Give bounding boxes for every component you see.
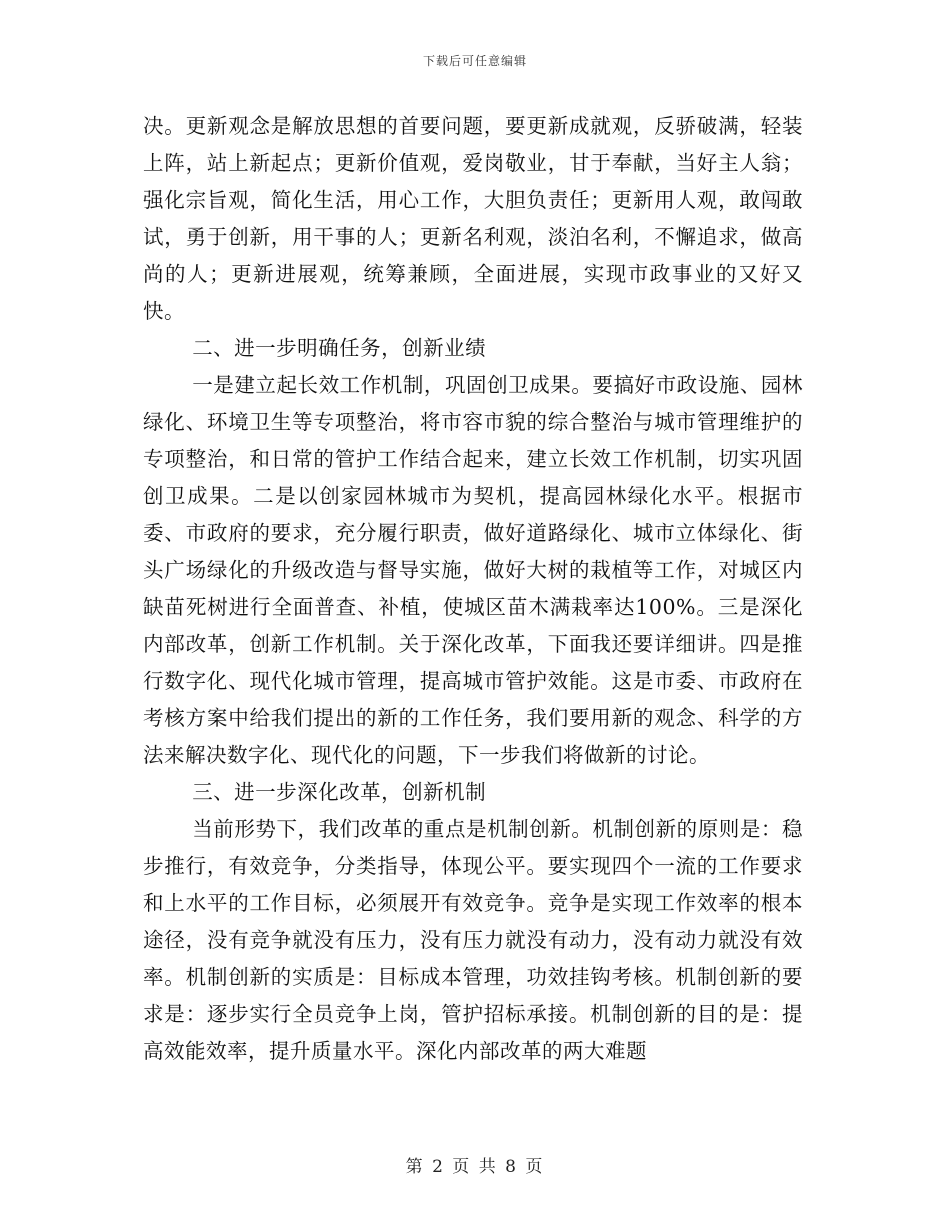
page-number-footer: 第 2 页 共 8 页 — [405, 1157, 545, 1177]
paragraph-tasks: 一是建立起长效工作机制，巩固创卫成果。要搞好市政设施、园林绿化、环境卫生等专项整治，将市容市貌的综合整治与城市管理维护的专项整治，和日常的管护工作结合起来，建立长效工作机制，切实巩固创卫成果。二是以创家园林城市为契机，提高园林绿化水平。根据市委、市政府的要求，充分履行职责，做好道路绿化、城市立体绿化、街头广场绿化的升级改造与督导实施，做好大树的栽植等工作，对城区内缺苗死树进行全面普查、补植，使城区苗木满栽率达100%。三是深化内部改革，创新工作机制。关于深化改革，下面我还要详细讲。四是推行数字化、现代化城市管理，提高城市管护效能。这是市委、市政府在考核方案中给我们提出的新的工作任务，我们要用新的观念、科学的方法来解决数字化、现代化的问题，下一步我们将做新的讨论。 — [143, 373, 803, 767]
section-heading-3: 三、进一步深化改革，创新机制 — [192, 780, 487, 804]
document-body — [143, 108, 803, 1070]
paragraph-continuation: 决。更新观念是解放思想的首要问题，要更新成就观，反骄破满，轻装上阵，站上新起点；更新价值观，爱岗敬业，甘于奉献，当好主人翁；强化宗旨观，简化生活，用心工作，大胆负责任；更新用人观，敢闯敢试，勇于创新，用干事的人；更新名利观，淡泊名利，不懈追求，做高尚的人；更新进展观，统筹兼顾，全面进展，实现市政事业的又好又快。 — [143, 114, 803, 323]
section-heading-2: 二、进一步明确任务，创新业绩 — [192, 336, 487, 360]
paragraph-reform: 当前形势下，我们改革的重点是机制创新。机制创新的原则是：稳步推行，有效竞争，分类指导，体现公平。要实现四个一流的工作要求和上水平的工作目标，必须展开有效竞争。竞争是实现工作效率的根本途径，没有竞争就没有压力，没有压力就没有动力，没有动力就没有效率。机制创新的实质是：目标成本管理，功效挂钩考核。机制创新的要求是：逐步实行全员竞争上岗，管护招标承接。机制创新的目的是：提高效能效率，提升质量水平。深化内部改革的两大难题 — [143, 817, 803, 1063]
page-header: 下载后可任意编辑 — [422, 54, 527, 68]
